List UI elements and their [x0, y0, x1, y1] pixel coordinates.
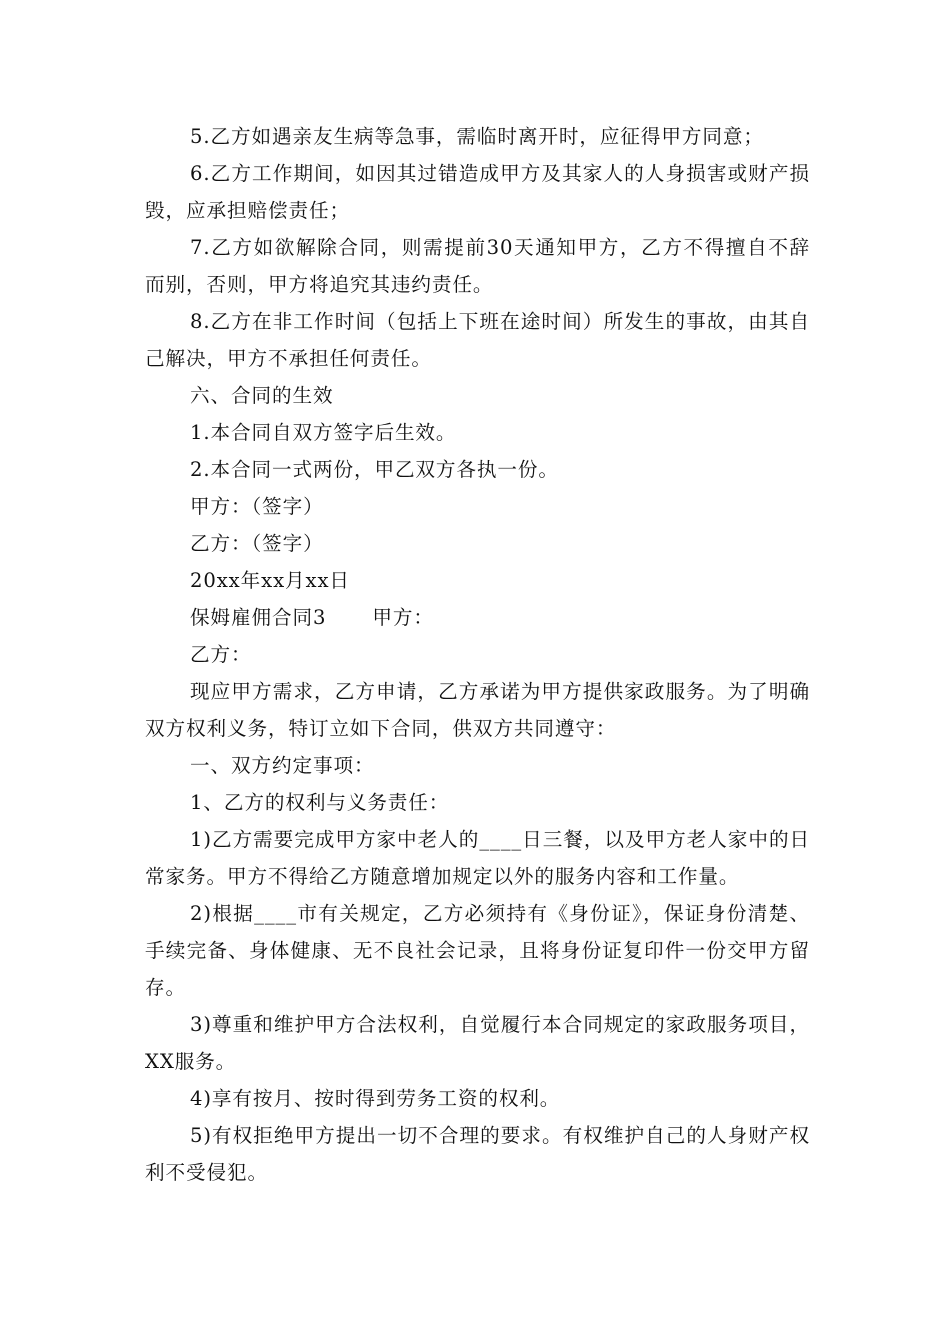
- subsection-heading-rights: 1、乙方的权利与义务责任：: [190, 791, 450, 814]
- paragraph-rights-2: 2)根据____市有关规定，乙方必须持有《身份证》，保证身份清楚、手续完备、身体健康、无不良社会记录，且将身份证复印件一份交甲方留存。: [145, 902, 810, 999]
- section-heading-agreement: 一、双方约定事项：: [190, 754, 375, 777]
- party-b-label: 乙方：: [190, 643, 252, 666]
- paragraph-clause-8: 8.乙方在非工作时间（包括上下班在途时间）所发生的事故，由其自己解决，甲方不承担任何责任。: [145, 310, 810, 370]
- contract-title-line: [145, 599, 810, 636]
- paragraph-clause-5: 5.乙方如遇亲友生病等急事，需临时离开时，应征得甲方同意；: [190, 125, 764, 148]
- contract-title: 保姆雇佣合同3: [190, 606, 327, 629]
- paragraph-preamble: 现应甲方需求，乙方申请，乙方承诺为甲方提供家政服务。为了明确双方权利义务，特订立如下合同，供双方共同遵守：: [145, 680, 810, 740]
- paragraph-effect-1: 1.本合同自双方签字后生效。: [190, 421, 457, 444]
- party-a-label: 甲方：: [372, 606, 434, 629]
- signature-party-b: 乙方：（签字）: [190, 532, 324, 555]
- section-heading-effect: 六、合同的生效: [190, 384, 334, 407]
- paragraph-rights-4: 4)享有按月、按时得到劳务工资的权利。: [190, 1087, 561, 1110]
- paragraph-clause-6: 6.乙方工作期间，如因其过错造成甲方及其家人的人身损害或财产损毁，应承担赔偿责任；: [145, 162, 810, 222]
- paragraph-rights-3: 3)尊重和维护甲方合法权利，自觉履行本合同规定的家政服务项目，XX服务。: [145, 1013, 810, 1073]
- paragraph-rights-5: 5)有权拒绝甲方提出一切不合理的要求。有权维护自己的人身财产权利不受侵犯。: [145, 1124, 810, 1184]
- signature-party-a: 甲方：（签字）: [190, 495, 324, 518]
- paragraph-effect-2: 2.本合同一式两份，甲乙双方各执一份。: [190, 458, 559, 481]
- paragraph-rights-1: 1)乙方需要完成甲方家中老人的____日三餐，以及甲方老人家中的日常家务。甲方不得给乙方随意增加规定以外的服务内容和工作量。: [145, 828, 810, 888]
- signature-date: 20xx年xx月xx日: [190, 569, 350, 592]
- document-page: [145, 118, 810, 1191]
- paragraph-clause-7: 7.乙方如欲解除合同，则需提前30天通知甲方，乙方不得擅自不辞而别，否则，甲方将追究其违约责任。: [145, 236, 810, 296]
